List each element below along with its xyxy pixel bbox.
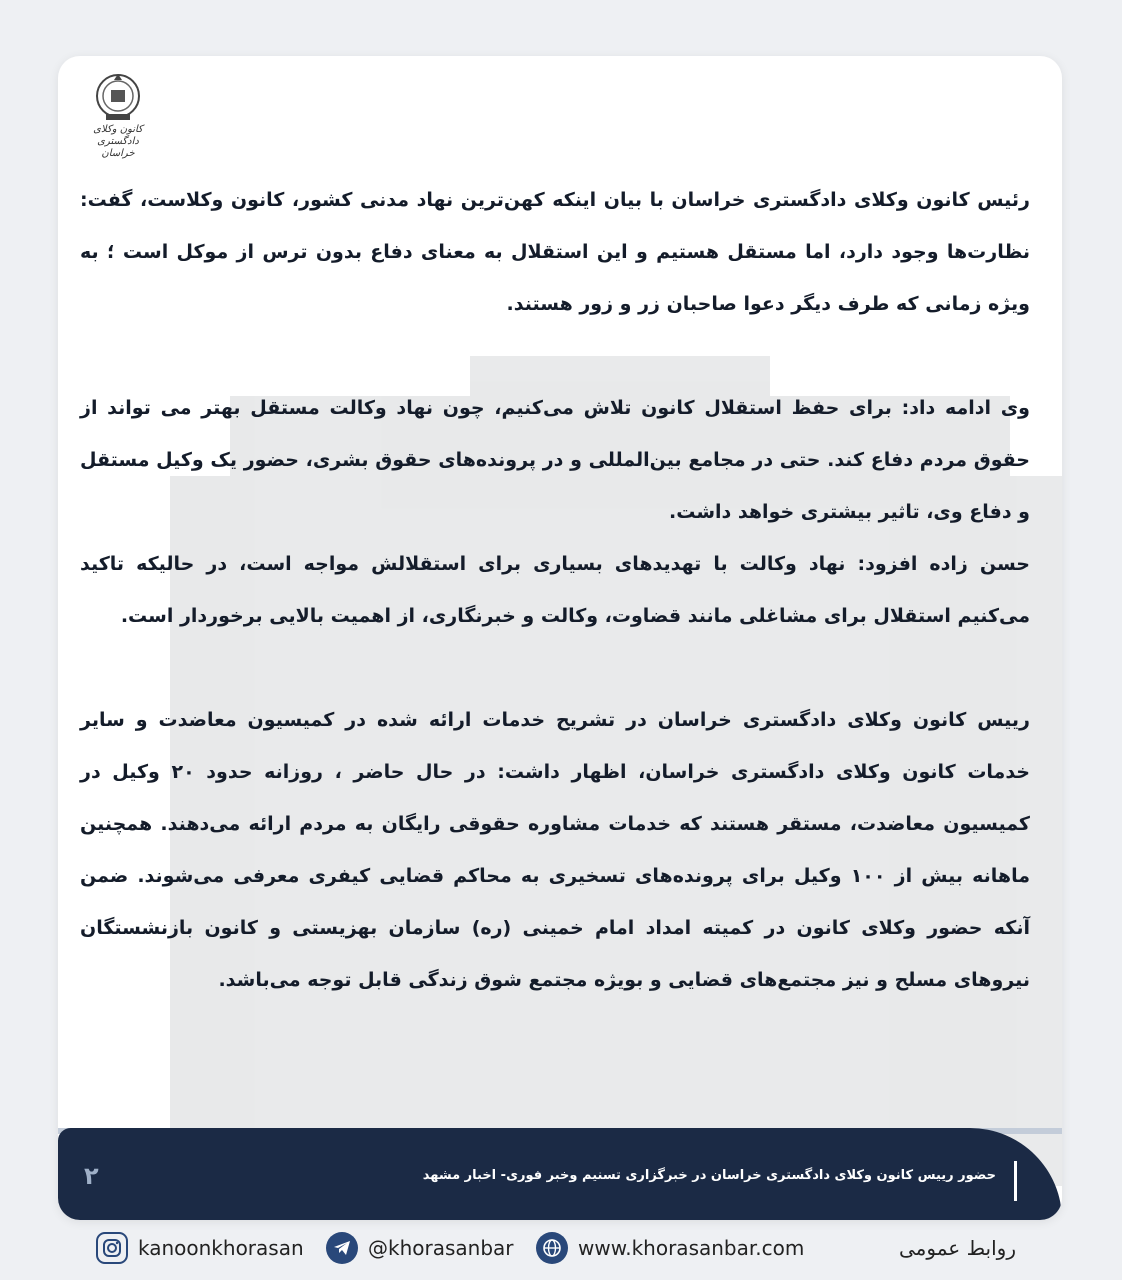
instagram-handle: kanoonkhorasan xyxy=(138,1236,304,1260)
logo-text-line2: خراسان xyxy=(101,148,135,159)
emblem-icon xyxy=(94,70,142,124)
website-url: www.khorasanbar.com xyxy=(578,1236,805,1260)
bar-association-logo xyxy=(82,70,154,178)
logo-text-line1: کانون وکلای دادگستری xyxy=(93,124,143,147)
instagram-icon xyxy=(96,1232,128,1264)
telegram-link[interactable] xyxy=(326,1228,514,1268)
page-number: ۲ xyxy=(84,1162,99,1190)
article-paragraph: وی ادامه داد: برای حفظ استقلال کانون تلاش می‌کنیم، چون نهاد وکالت مستقل بهتر می تواند از حقوق مردم دفاع کند. حتی در مجامع بین‌المللی و در پرونده‌های حقوق بشری، حضور یک وکیل مستقل و دفاع وی، تاثیر بیشتری خواهد داشت. xyxy=(80,397,1030,523)
article-paragraph: رییس کانون وکلای دادگستری خراسان در تشریح خدمات ارائه شده در کمیسیون معاضدت و سایر خدمات کانون وکلای دادگستری خراسان، اظهار داشت: در حال حاضر ، روزانه حدود ۲۰ وکیل در کمیسیون معاضدت، مستقر هستند که خدمات مشاوره حقوقی رایگان به مردم ارائه می‌دهند. همچنین ماهانه بیش از ۱۰۰ وکیل برای پرونده‌های تسخیری به محاکم قضایی کیفری معرفی می‌شوند. ضمن آنکه حضور وکلای کانون در کمیته امداد امام خمینی (ره) سازمان بهزیستی و کانون بازنشستگان نیروهای مسلح و نیز مجتمع‌های قضایی و بویژه مجتمع شوق زندگی قابل توجه می‌باشد. xyxy=(80,709,1030,991)
footer-caption: حضور رییس کانون وکلای دادگستری خراسان در خبرگزاری تسنیم وخبر فوری- اخبار مشهد xyxy=(422,1168,996,1183)
page-card xyxy=(58,56,1062,1220)
article-paragraph: رئیس کانون وکلای دادگستری خراسان با بیان اینکه کهن‌ترین نهاد مدنی کشور، کانون وکلاست، گفت: نظارت‌ها وجود دارد، اما مستقل هستیم و این استقلال به معنای دفاع بدون ترس از موکل است ؛ به ویژه زمانی که طرف دیگر دعوا صاحبان زر و زور هستند. xyxy=(80,189,1030,315)
public-relations-label: روابط عمومی xyxy=(899,1236,1016,1260)
website-link[interactable] xyxy=(536,1228,804,1268)
globe-icon xyxy=(536,1232,568,1264)
telegram-handle: @khorasanbar xyxy=(368,1236,514,1260)
footer-divider xyxy=(1014,1161,1017,1201)
instagram-link[interactable] xyxy=(96,1228,304,1268)
telegram-icon xyxy=(326,1232,358,1264)
article-body xyxy=(80,174,1030,1006)
article-paragraph: حسن زاده افزود: نهاد وکالت با تهدیدهای بسیاری برای استقلالش مواجه است، در حالیکه تاکید می‌کنیم استقلال برای مشاغلی مانند قضاوت، وکالت و خبرنگاری، از اهمیت بالایی برخوردار است. xyxy=(80,553,1030,627)
